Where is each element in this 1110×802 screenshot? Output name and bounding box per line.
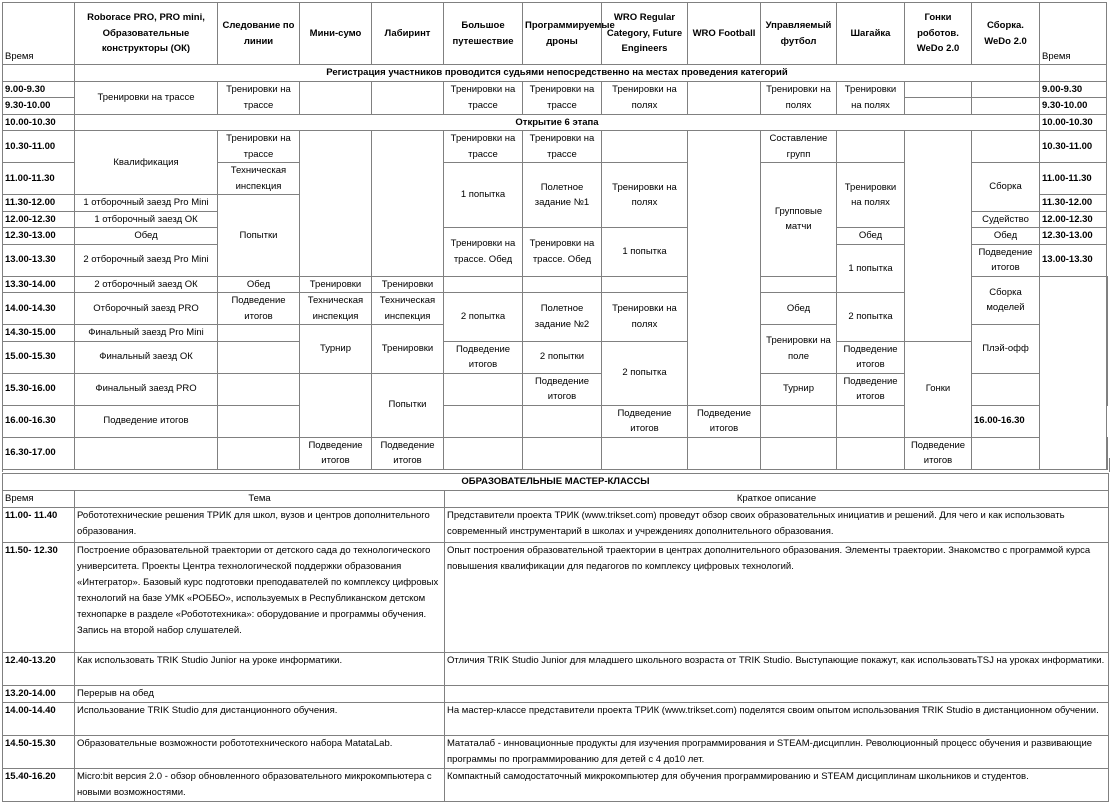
event-cell: Подведение итогов (602, 405, 688, 437)
event-cell: Тренировки на трассе. Обед (444, 228, 523, 277)
event-cell: Отборочный заезд PRO (75, 293, 218, 325)
mc-row (3, 508, 1109, 543)
registration-row (3, 65, 1108, 82)
time-cell: 13.30-14.00 (3, 276, 75, 293)
mc-desc: Опыт построения образовательной траектории в центрах дополнительного образования. Элементы траектории. Знакомство с программой курса повышения квалификации для педагогов по комплексу цифровых технологий. (445, 543, 1109, 653)
event-cell: Тренировки на трассе (218, 81, 300, 114)
mc-row (3, 769, 1109, 802)
event-cell: Техническая инспекция (300, 293, 372, 325)
event-cell: 2 попытка (837, 293, 905, 342)
event-cell: Тренировки на поле (761, 325, 837, 374)
time-header-right: Время (1040, 3, 1107, 65)
mc-topic: Как использовать TRIK Studio Junior на уроке информатики. (75, 653, 445, 686)
time-cell: 11.00-11.30 (1040, 163, 1107, 195)
mc-topic-header: Тема (75, 491, 445, 508)
col-journey: Большое путешествие (444, 3, 523, 65)
event-cell: Тренировки на полях (837, 81, 905, 114)
time-cell: 14.30-15.00 (3, 325, 75, 342)
event-cell: 2 попытка (444, 293, 523, 342)
event-cell: Гонки (905, 341, 972, 437)
mc-desc: Отличия TRIK Studio Junior для младшего школьного возраста от TRIK Studio. Выступающие покажут, как использоватьTSJ на уроках информатики. (445, 653, 1109, 686)
time-cell (1107, 373, 1108, 405)
event-cell: Тренировки на полях (602, 293, 688, 342)
event-cell: Сборка (972, 163, 1040, 212)
event-cell: Подведение итогов (300, 437, 372, 469)
event-cell: Подведение итогов (75, 405, 218, 437)
col-wedo-build: Сборка. WeDo 2.0 (972, 3, 1040, 65)
time-cell: 12.30-13.00 (1040, 228, 1107, 245)
time-cell: 9.30-10.00 (3, 98, 75, 115)
event-cell: 2 попытки (523, 341, 602, 373)
time-cell: 9.00-9.30 (1040, 81, 1107, 98)
event-cell: Квалификация (75, 131, 218, 195)
opening-note: Открытие 6 этапа (75, 114, 1040, 131)
event-cell: Тренировки на трассе (523, 81, 602, 114)
event-cell: Подведение итогов (372, 437, 444, 469)
col-drones: Программируемые дроны (523, 3, 602, 65)
event-cell: 1 попытка (444, 163, 523, 228)
mc-desc-header: Краткое описание (445, 491, 1109, 508)
event-cell: Тренировки на трассе. Обед (523, 228, 602, 277)
event-cell: Турнир (761, 373, 837, 405)
event-cell: Тренировки на трассе (523, 131, 602, 163)
time-cell: 13.00-13.30 (1040, 244, 1107, 276)
event-cell: 1 попытка (837, 244, 905, 293)
time-cell: 11.30-12.00 (1040, 195, 1107, 212)
mc-time: 12.40-13.20 (3, 653, 75, 686)
event-cell: Групповые матчи (761, 163, 837, 277)
mc-topic: Построение образовательной траектории от детского сада до технологического университета. Проекты Центра технологической поддержки образования «Интегратор». Базовый курс подготовки преподавателей по комплексу цифровых технологий на базе УМК «РОББО», используемых в Республиканском детском технопарке в разделе «Робототехника»: оборудование и программы обучения. Запись на второй набор слушателей. (75, 543, 445, 653)
mc-topic: Использование TRIK Studio для дистанционного обучения. (75, 703, 445, 736)
col-labyrinth: Лабиринт (372, 3, 444, 65)
time-cell (1107, 341, 1108, 373)
col-wedo-race: Гонки роботов. WeDo 2.0 (905, 3, 972, 65)
event-cell: Тренировки на трассе (444, 81, 523, 114)
event-cell: Попытки (218, 195, 300, 277)
mc-topic: Робототехнические решения ТРИК для школ, вузов и центров дополнительного образования. (75, 508, 445, 543)
event-cell: Финальный заезд PRO (75, 373, 218, 405)
mc-row (3, 736, 1109, 769)
col-wro-regular: WRO Regular Category, Future Engineers (602, 3, 688, 65)
schedule-table (2, 2, 1108, 470)
registration-note: Регистрация участников проводится судьями непосредственно на местах проведения категорий (75, 65, 1040, 82)
time-cell (1107, 325, 1108, 342)
mc-desc: Представители проекта ТРИК (www.trikset.com) проведут обзор своих образовательных инициатив и решений. Для чего и как использовать современный инструментарий в школах и учреждениях дополнительного образования. (445, 508, 1109, 543)
time-cell: 12.00-12.30 (1040, 211, 1107, 228)
event-cell: Подведение итогов (218, 293, 300, 325)
event-cell: Техническая инспекция (218, 163, 300, 195)
mc-row (3, 543, 1109, 653)
time-cell: 13.00-13.30 (3, 244, 75, 276)
mc-time: 14.50-15.30 (3, 736, 75, 769)
event-cell: Обед (75, 228, 218, 245)
mc-desc: Mататалаб - инновационные продукты для изучения программирования и STEAM-дисциплин. Революционный процесс обучения и развивающие программы по программированию для детей с 4 до10 лет. (445, 736, 1109, 769)
mc-time: 11.00- 11.40 (3, 508, 75, 543)
event-cell: Тренировки (372, 325, 444, 374)
event-cell: Полетное задание №2 (523, 293, 602, 342)
header-row (3, 3, 1108, 65)
time-cell: 9.00-9.30 (3, 81, 75, 98)
event-cell: Обед (218, 276, 300, 293)
section-divider (2, 458, 1110, 472)
event-cell: Подведение итогов (837, 373, 905, 405)
time-cell (1107, 276, 1108, 293)
time-cell: 15.00-15.30 (3, 341, 75, 373)
event-cell: Турнир (300, 325, 372, 374)
col-wro-football: WRO Football (688, 3, 761, 65)
event-cell: Обед (972, 228, 1040, 245)
event-cell: Подведение итогов (837, 341, 905, 373)
mc-topic: Micro:bit версия 2.0 - обзор обновленного образовательного микрокомпьютера с новыми возможностями. (75, 769, 445, 802)
event-cell: Подведение итогов (905, 437, 972, 469)
col-roborace: Roborace PRO, PRO mini, Образовательные конструкторы (ОК) (75, 3, 218, 65)
time-cell: 12.30-13.00 (3, 228, 75, 245)
event-cell: Подведение итогов (523, 373, 602, 405)
mc-row (3, 703, 1109, 736)
event-cell: Составление групп (761, 131, 837, 163)
event-cell: Полетное задание №1 (523, 163, 602, 228)
mc-row (3, 653, 1109, 686)
event-cell: Попытки (372, 373, 444, 437)
time-cell: 14.00-14.30 (3, 293, 75, 325)
time-cell: 10.30-11.00 (3, 131, 75, 163)
event-cell: Финальный заезд Pro Mini (75, 325, 218, 342)
event-cell: 2 отборочный заезд Pro Mini (75, 244, 218, 276)
event-cell: Подведение итогов (688, 405, 761, 437)
col-minisumo: Мини-сумо (300, 3, 372, 65)
mc-desc (445, 686, 1109, 703)
col-walker: Шагайка (837, 3, 905, 65)
event-cell: Финальный заезд ОК (75, 341, 218, 373)
time-cell (1107, 293, 1108, 325)
mc-topic: Образовательные возможности робототехнического набора MatataLab. (75, 736, 445, 769)
time-cell: 11.30-12.00 (3, 195, 75, 212)
event-cell: Тренировки на трассе (75, 81, 218, 114)
col-line: Следование по линии (218, 3, 300, 65)
mc-time: 13.20-14.00 (3, 686, 75, 703)
col-football: Управляемый футбол (761, 3, 837, 65)
event-cell: Судейство (972, 211, 1040, 228)
time-cell: 9.30-10.00 (1040, 98, 1107, 115)
event-cell: Тренировки (372, 276, 444, 293)
time-cell: 11.00-11.30 (3, 163, 75, 195)
mc-desc: Компактный самодостаточный микрокомпьютер для обучения программированию и STEAM дисциплинам школьников и студентов. (445, 769, 1109, 802)
event-cell: Подведение итогов (972, 244, 1040, 276)
event-cell: Подведение итогов (444, 341, 523, 373)
event-cell: 1 отборочный заезд ОК (75, 211, 218, 228)
time-cell: 10.00-10.30 (1040, 114, 1107, 131)
mc-time: 14.00-14.40 (3, 703, 75, 736)
mc-time-header: Время (3, 491, 75, 508)
event-cell: 2 отборочный заезд ОК (75, 276, 218, 293)
event-cell: 1 отборочный заезд Pro Mini (75, 195, 218, 212)
event-cell: Тренировки на полях (602, 163, 688, 228)
time-cell: 16.00-16.30 (3, 405, 75, 437)
time-cell: 16.30-17.00 (3, 437, 75, 469)
event-cell: Тренировки (300, 276, 372, 293)
mc-topic: Перерыв на обед (75, 686, 445, 703)
mc-time: 11.50- 12.30 (3, 543, 75, 653)
mc-time: 15.40-16.20 (3, 769, 75, 802)
mc-row (3, 686, 1109, 703)
event-cell: Тренировки на полях (602, 81, 688, 114)
time-cell: 15.30-16.00 (3, 373, 75, 405)
time-cell: 16.00-16.30 (972, 405, 1040, 437)
event-cell: Тренировки на трассе (218, 131, 300, 163)
event-cell: 1 попытка (602, 228, 688, 277)
event-cell: Тренировки на полях (761, 81, 837, 114)
event-cell: Сборка моделей (972, 276, 1040, 325)
event-cell: Тренировки на трассе (444, 131, 523, 163)
event-cell: Плэй-офф (972, 325, 1040, 374)
event-cell: Обед (761, 293, 837, 325)
time-cell: 10.30-11.00 (1040, 131, 1107, 163)
event-cell: 2 попытка (602, 341, 688, 405)
time-cell: 10.00-10.30 (3, 114, 75, 131)
masterclass-table (2, 473, 1109, 802)
event-cell: Тренировки на полях (837, 163, 905, 228)
masterclass-title: ОБРАЗОВАТЕЛЬНЫЕ МАСТЕР-КЛАССЫ (3, 474, 1109, 491)
event-cell: Обед (837, 228, 905, 245)
time-cell: 12.00-12.30 (3, 211, 75, 228)
mc-desc: На мастер-классе представители проекта ТРИК (www.trikset.com) поделятся своим опытом использования TRIK Studio в дистанционном обучении. (445, 703, 1109, 736)
time-header: Время (3, 3, 75, 65)
event-cell: Техническая инспекция (372, 293, 444, 325)
